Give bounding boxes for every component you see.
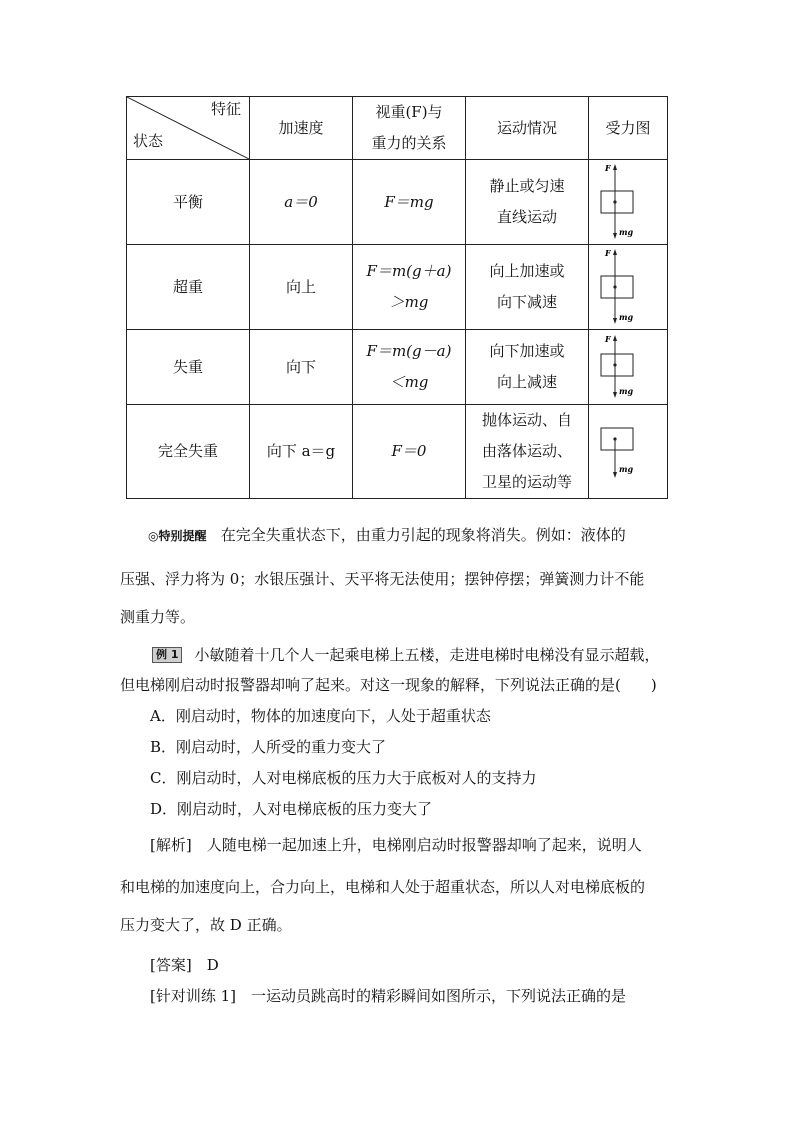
table-row — [127, 245, 668, 330]
force-diagram — [598, 424, 658, 480]
header-motion: 运动情况 — [466, 97, 589, 160]
row-relation: F＝m(g－a) ＜mg — [353, 330, 466, 405]
answer-line: [答案] D — [150, 956, 219, 974]
row-relation: F＝m(g＋a) ＞mg — [353, 245, 466, 330]
row-motion: 向上加速或 向下减速 — [466, 245, 589, 330]
table-row — [127, 405, 668, 499]
option-d: D．刚启动时，人对电梯底板的压力变大了 — [150, 800, 433, 818]
row-state: 平衡 — [127, 160, 250, 245]
row-force-diagram — [589, 405, 668, 499]
row-accel: 向上 — [250, 245, 353, 330]
special-note-tag: ◎特别提醒 — [148, 529, 207, 543]
special-note-line-3: 测重力等。 — [120, 608, 196, 626]
row-accel: 向下 a＝g — [250, 405, 353, 499]
table-row — [127, 160, 668, 245]
training-line: [针对训练 1] 一运动员跳高时的精彩瞬间如图所示，下列说法正确的是 — [150, 987, 627, 1005]
row-state: 超重 — [127, 245, 250, 330]
header-feature: 特征 — [210, 100, 241, 118]
force-diagram — [598, 163, 658, 241]
force-label-F: F — [605, 163, 611, 173]
force-diagram — [598, 248, 658, 326]
special-note-line-2: 压强、浮力将为 0；水银压强计、天平将无法使用；摆钟停摆；弹簧测力计不能 — [120, 570, 645, 588]
row-accel: a＝0 — [250, 160, 353, 245]
row-relation: F＝0 — [353, 405, 466, 499]
example-badge: 例 1 — [152, 647, 182, 663]
force-label-mg: mg — [619, 463, 634, 474]
analysis-line-1: [解析] 人随电梯一起加速上升，电梯刚启动时报警器却响了起来，说明人 — [150, 836, 642, 854]
analysis-line-3: 压力变大了，故 D 正确。 — [120, 916, 292, 934]
header-state: 状态 — [133, 132, 164, 150]
row-motion: 抛体运动、自 由落体运动、 卫星的运动等 — [466, 405, 589, 499]
example-line-1: 例 1 小敏随着十几个人一起乘电梯上五楼，走进电梯时电梯没有显示超载， — [152, 644, 660, 665]
header-force-diagram: 受力图 — [589, 97, 668, 160]
force-diagram — [598, 334, 658, 400]
diagonal-header-cell — [127, 97, 250, 160]
row-motion: 向下加速或 向上减速 — [466, 330, 589, 405]
row-state: 完全失重 — [127, 405, 250, 499]
force-label-mg: mg — [619, 386, 634, 396]
force-label-mg: mg — [619, 312, 634, 322]
row-force-diagram — [589, 160, 668, 245]
option-b: B．刚启动时，人所受的重力变大了 — [150, 738, 387, 756]
state-comparison-table — [126, 96, 668, 499]
row-state: 失重 — [127, 330, 250, 405]
row-motion: 静止或匀速 直线运动 — [466, 160, 589, 245]
force-label-mg: mg — [619, 227, 634, 237]
table-row — [127, 330, 668, 405]
option-c: C．刚启动时，人对电梯底板的压力大于底板对人的支持力 — [150, 769, 537, 787]
special-note-line-1: ◎特别提醒 在完全失重状态下，由重力引起的现象将消失。例如：液体的 — [148, 526, 626, 544]
analysis-line-2: 和电梯的加速度向上，合力向上，电梯和人处于超重状态，所以人对电梯底板的 — [120, 878, 646, 896]
example-line-2: 但电梯刚启动时报警器却响了起来。对这一现象的解释，下列说法正确的是( ) — [120, 676, 657, 694]
header-acceleration: 加速度 — [250, 97, 353, 160]
force-label-F: F — [605, 334, 611, 344]
row-relation: F＝mg — [353, 160, 466, 245]
row-accel: 向下 — [250, 330, 353, 405]
row-force-diagram — [589, 245, 668, 330]
option-a: A．刚启动时，物体的加速度向下，人处于超重状态 — [150, 707, 491, 725]
header-relation: 视重(F)与 重力的关系 — [353, 97, 466, 160]
force-label-F: F — [605, 248, 611, 258]
row-force-diagram — [589, 330, 668, 405]
